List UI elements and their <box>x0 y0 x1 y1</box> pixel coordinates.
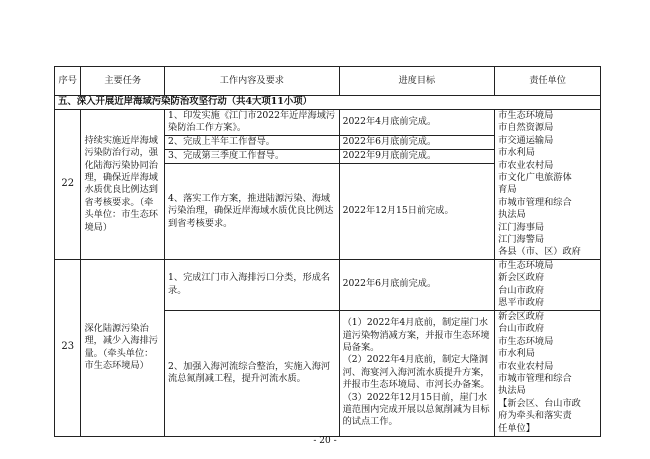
target-step: （2）2022年4月底前，制定大隆洞河、海宴河入海河流水质提升方案，并报市生态环境局、市河长办备案。 <box>342 354 490 391</box>
row23-content-1: 1、完成江门市入海排污口分类，形成名录。 <box>165 259 340 310</box>
row22-content-2: 2、完成上半年工作督导。 <box>165 135 340 149</box>
unit-item: 市生态环境局 <box>498 335 554 347</box>
section-row <box>55 96 601 110</box>
row22-target-1: 2022年4月底前完成。 <box>339 110 495 136</box>
unit-item: 新会区政府 <box>498 272 545 284</box>
unit-item: 执法局 <box>498 209 526 221</box>
header-unit: 责任单位 <box>495 67 601 96</box>
task-table <box>54 66 601 437</box>
unit-item: 任单位】 <box>498 422 535 434</box>
row22-target-4: 2022年12月15日前完成。 <box>339 164 495 260</box>
header-seq: 序号 <box>55 67 81 96</box>
row22-content-1: 1、印发实施《江门市2022年近岸海域污染防治工作方案》。 <box>165 110 340 136</box>
row23-content-2: 2、加强入海河流综合整治，实施入海河流总氮削减工程，提升河流水质。 <box>165 310 340 436</box>
section-title: 五、深入开展近岸海域污染防治攻坚行动（共4大项11小项） <box>55 96 601 110</box>
unit-item: 市水利局 <box>498 147 535 159</box>
unit-item: 【新会区、台山市政 <box>498 397 581 409</box>
unit-item: 市生态环境局 <box>498 110 554 121</box>
unit-item: 台山市政府 <box>498 284 545 296</box>
unit-item: 新会区政府 <box>498 310 545 322</box>
unit-item: 台山市政府 <box>498 323 545 335</box>
row23-task: 深化陆源污染治理，减少入海排污量。（牵头单位：市生态环境局） <box>81 259 165 436</box>
table-header-row <box>55 67 601 96</box>
row22-content-3: 3、完成第三季度工作督导。 <box>165 150 340 164</box>
header-content: 工作内容及要求 <box>165 67 340 96</box>
unit-item: 江门海警局 <box>498 234 545 246</box>
unit-item: 市文化广电旅游体 <box>498 172 572 184</box>
unit-item: 育局 <box>498 184 517 196</box>
unit-item: 市自然资源局 <box>498 122 554 134</box>
unit-item: 执法局 <box>498 385 526 397</box>
unit-item: 江门海事局 <box>498 221 545 233</box>
unit-item: 市农业农村局 <box>498 360 554 372</box>
table-row-23-a <box>55 259 601 310</box>
row23-target-1: 2022年6月底前完成。 <box>339 259 495 310</box>
row22-target-2: 2022年6月底前完成。 <box>339 135 495 149</box>
row22-task: 持续实施近岸海域污染防治行动，强化陆海污染协同治理，确保近岸海域水质优良比例达到省考核要求。（牵头单位：市生态环境局） <box>81 110 165 260</box>
unit-item: 恩平市政府 <box>498 297 545 309</box>
unit-item: 各县（市、区）政府 <box>498 246 581 258</box>
unit-item: 市生态环境局 <box>498 259 554 271</box>
unit-item: 府为牵头和落实责 <box>498 410 572 422</box>
row22-content-4: 4、落实工作方案，推进陆源污染、海域污染治理，确保近岸海域水质优良比例达到省考核要求。 <box>165 164 340 260</box>
row22-units <box>495 110 601 260</box>
unit-item: 市交通运输局 <box>498 134 554 146</box>
unit-item: 市水利局 <box>498 348 535 360</box>
row23-units-1 <box>495 259 601 310</box>
row22-seq: 22 <box>55 110 81 260</box>
unit-item: 市城市管理和综合 <box>498 373 572 384</box>
table-row-22-a <box>55 110 601 136</box>
page-number: - 20 - <box>313 436 337 446</box>
target-step: （3）2022年12月15日前，崖门水道范围内完成开展以总氮削减为目标的试点工作。 <box>342 391 490 428</box>
row22-target-3: 2022年9月底前完成。 <box>339 150 495 164</box>
unit-item: 市农业农村局 <box>498 159 554 171</box>
header-task: 主要任务 <box>81 67 165 96</box>
unit-item: 市城市管理和综合 <box>498 196 572 208</box>
row23-seq: 23 <box>55 259 81 436</box>
header-target: 进度目标 <box>339 67 495 96</box>
target-step: （1）2022年4月底前，制定崖门水道污染物消减方案，并报市生态环境局备案。 <box>342 317 490 353</box>
row23-units-2 <box>495 310 601 436</box>
row23-targets-2 <box>339 310 495 436</box>
